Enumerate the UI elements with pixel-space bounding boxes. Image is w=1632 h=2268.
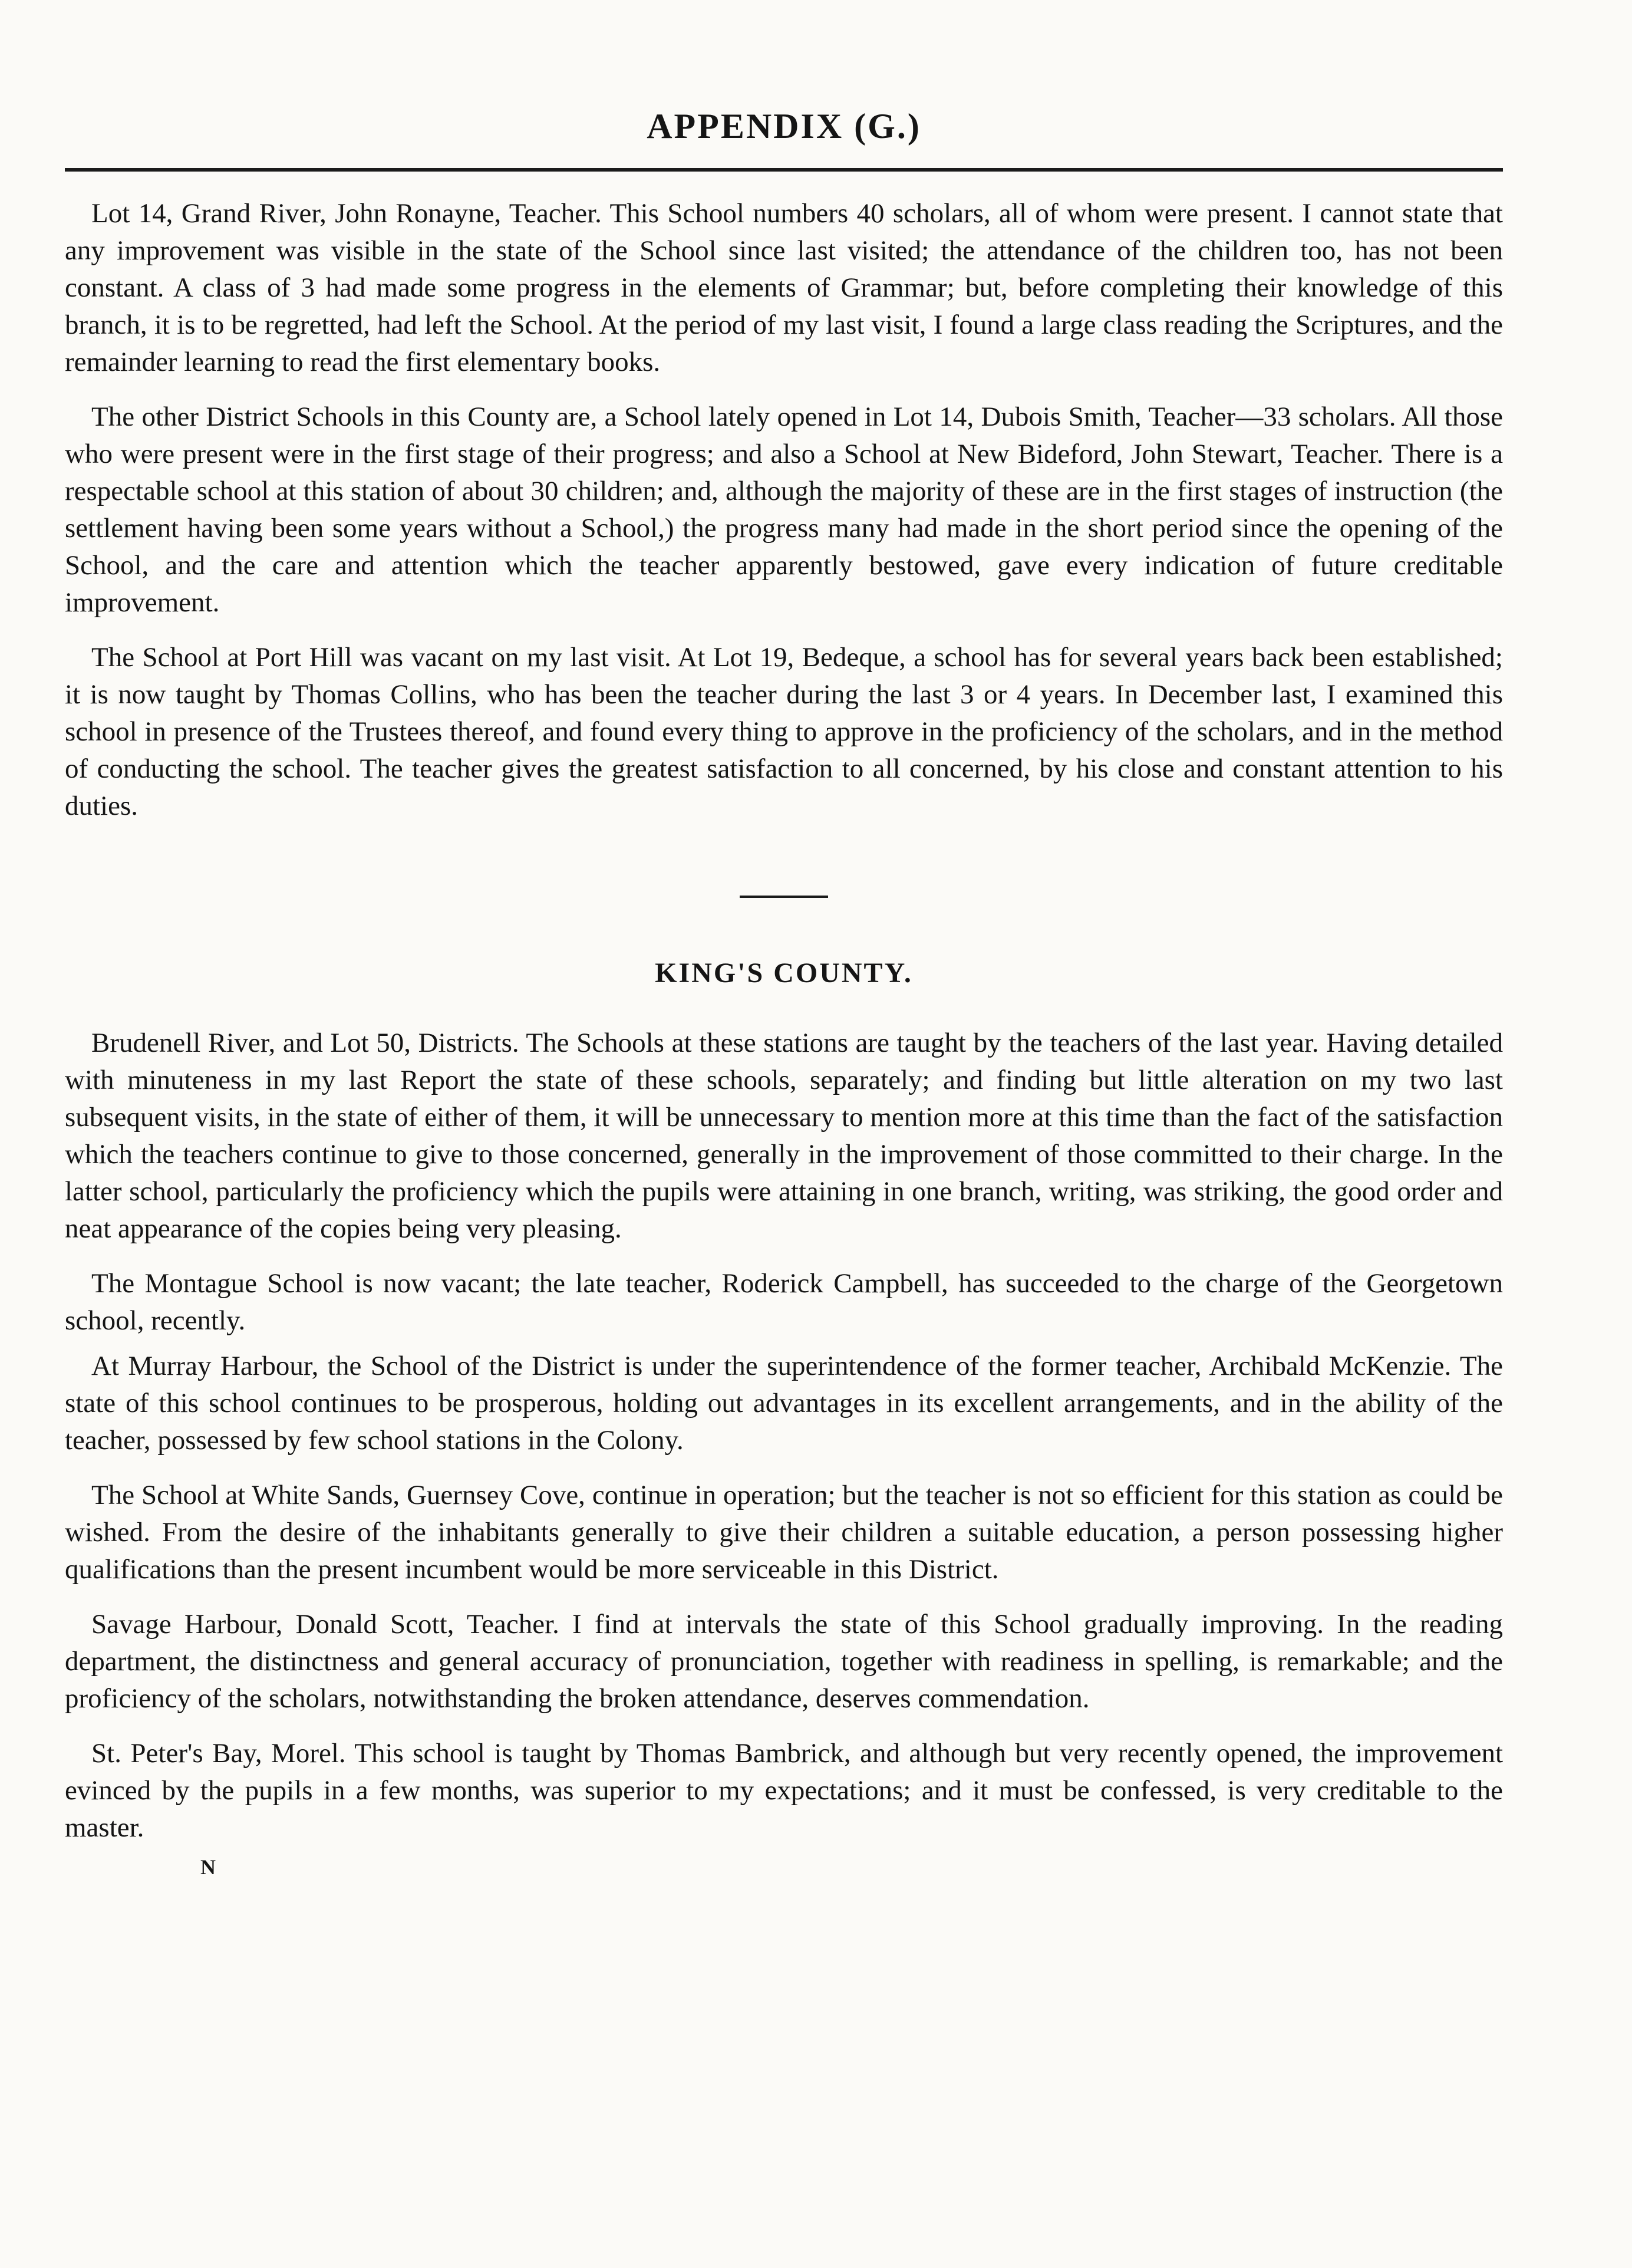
- paragraph-port-hill: The School at Port Hill was vacant on my last visit. At Lot 19, Bedeque, a school has for several years back been established; it is now taught by Thomas Collins, who has been the teacher during the last 3 or 4 years. In December last, I examined this school in presence of the Trustees thereof, and found every thing to approve in the proficiency of the scholars, and in the method of conducting the school. The teacher gives the greatest satisfaction to all concerned, by his close and constant attention to his duties.: [65, 642, 1503, 821]
- paragraph-montague: The Montague School is now vacant; the late teacher, Roderick Campbell, has succeeded to the charge of the Georgetown school, recently.: [65, 1268, 1503, 1336]
- paragraph-st-peters-bay: St. Peter's Bay, Morel. This school is taught by Thomas Bambrick, and although but very recently opened, the improvement evinced by the pupils in a few months, was superior to my expectations; and it must be confessed, is very creditable to the master.: [65, 1738, 1503, 1843]
- signature-mark: N: [200, 1855, 216, 1879]
- paragraph-savage-harbour: Savage Harbour, Donald Scott, Teacher. I find at intervals the state of this School gradually improving. In the reading department, the distinctness and general accuracy of pronunciation, together with readiness in spelling, is remarkable; and the proficiency of the scholars, notwithstanding the broken attendance, deserves commendation.: [65, 1609, 1503, 1714]
- paragraph-grand-river: Lot 14, Grand River, John Ronayne, Teacher. This School numbers 40 scholars, all of whom were present. I cannot state that any improvement was visible in the state of the School since last visited; the attendance of the children too, has not been constant. A class of 3 had made some progress in the elements of Grammar; but, before completing their knowledge of this branch, it is to be regretted, had left the School. At the period of my last visit, I found a large class reading the Scriptures, and the remainder learning to read the first elementary books.: [65, 198, 1503, 377]
- title-rule: [65, 168, 1503, 172]
- paragraph-other-district-schools: The other District Schools in this County are, a School lately opened in Lot 14, Dubois Smith, Teacher—33 scholars. All those who were present were in the first stage of their progress; and also a School at New Bideford, John Stewart, Teacher. There is a respectable school at this station of about 30 children; and, although the majority of these are in the first stages of instruction (the settlement having been some years without a School,) the progress many had made in the short period since the opening of the School, and the care and attention which the teacher apparently bestowed, gave every indication of future creditable improvement.: [65, 401, 1503, 618]
- paragraph-murray-harbour: At Murray Harbour, the School of the District is under the superintendence of the former teacher, Archibald McKenzie. The state of this school continues to be prosperous, holding out advantages in its excellent arrangements, and in the ability of the teacher, possessed by few school stations in the Colony.: [65, 1351, 1503, 1456]
- page-title: APPENDIX (G.): [647, 107, 921, 146]
- paragraph-brudenell-river: Brudenell River, and Lot 50, Districts. The Schools at these stations are taught by the teachers of the last year. Having detailed with minuteness in my last Report the state of these schools, separately; and finding but little alteration on my two last subsequent visits, in the state of either of them, it will be unnecessary to mention more at this time than the fact of the satisfaction which the teachers continue to give to those concerned, generally in the improvement of those committed to their charge. In the latter school, particularly the proficiency which the pupils were attaining in one branch, writing, was striking, the good order and neat appearance of the copies being very pleasing.: [65, 1028, 1503, 1244]
- document-page: [65, 88, 1503, 1879]
- section-divider: [740, 896, 828, 898]
- section-heading-kings-county: KING'S COUNTY.: [655, 957, 913, 989]
- paragraph-white-sands: The School at White Sands, Guernsey Cove, continue in operation; but the teacher is not so efficient for this station as could be wished. From the desire of the inhabitants generally to give their children a suitable education, a person possessing higher qualifications than the present incumbent would be more serviceable in this District.: [65, 1480, 1503, 1585]
